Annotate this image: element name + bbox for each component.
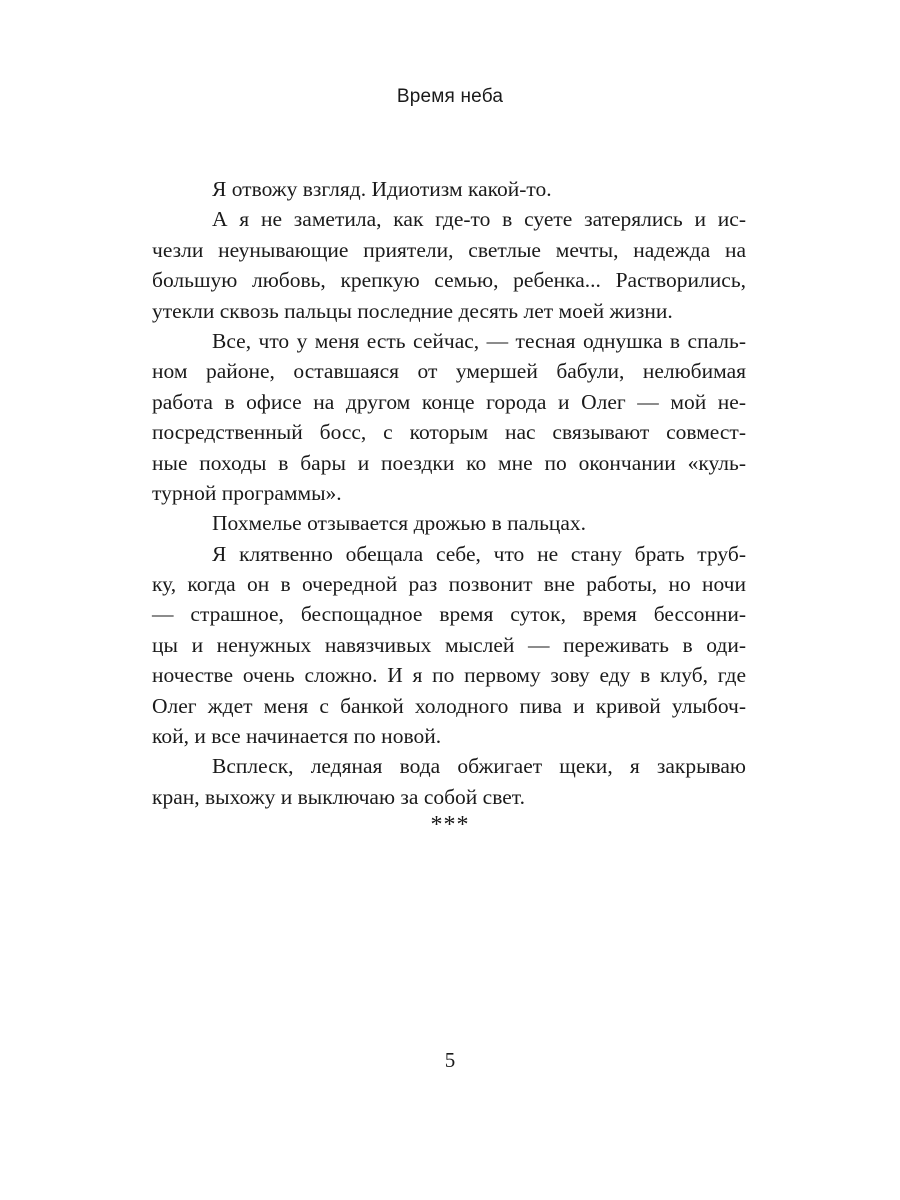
text-line: турной программы».: [152, 480, 342, 505]
text-line: ночестве очень сложно. И я по первому зову еду в клуб, где: [152, 663, 746, 688]
text-line: ном районе, оставшаяся от умершей бабули, нелюбимая: [152, 359, 746, 384]
text-line: цы и ненужных навязчивых мыслей — переживать в оди-: [152, 632, 746, 657]
text-line: А я не заметила, как где-то в суете затерялись и ис-: [212, 207, 746, 232]
text-line: Олег ждет меня с банкой холодного пива и кривой улыбоч-: [152, 693, 746, 718]
text-line: посредственный босс, с которым нас связывают совмест-: [152, 420, 746, 445]
text-line: Всплеск, ледяная вода обжигает щеки, я закрываю: [212, 754, 746, 779]
text-line: Похмелье отзывается дрожью в пальцах.: [212, 511, 587, 536]
text-line: Все, что у меня есть сейчас, — тесная однушка в спаль-: [212, 328, 746, 353]
text-line: Я отвожу взгляд. Идиотизм какой-то.: [212, 177, 552, 201]
text-line: большую любовь, крепкую семью, ребенка... Растворились,: [152, 268, 746, 293]
text-line: ку, когда он в очередной раз позвонит вне работы, но ночи: [152, 572, 746, 597]
text-line: ные походы в бары и поездки ко мне по окончании «куль-: [152, 450, 746, 475]
running-head: Время неба: [396, 86, 504, 107]
text-line: чезли неунывающие приятели, светлые мечты, надежда на: [152, 237, 746, 262]
page-number: 5: [444, 1048, 456, 1072]
text-line: работа в офисе на другом конце города и Олег — мой не-: [152, 389, 746, 414]
text-line: кран, выхожу и выключаю за собой свет.: [152, 784, 525, 809]
body-text: [152, 174, 746, 812]
text-line: — страшное, беспощадное время суток, время бессонни-: [152, 602, 746, 627]
section-separator: ***: [430, 812, 470, 838]
text-line: кой, и все начинается по новой.: [152, 724, 442, 749]
text-line: Я клятвенно обещала себе, что не стану брать труб-: [212, 541, 746, 566]
text-line: утекли сквозь пальцы последние десять лет моей жизни.: [152, 298, 673, 323]
